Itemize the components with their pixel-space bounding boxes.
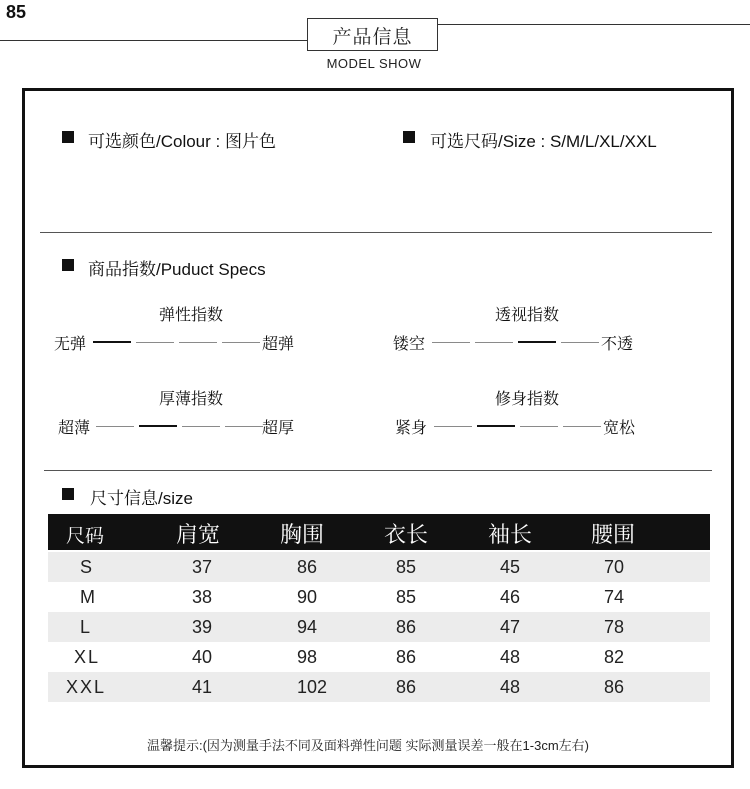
table-cell: 38 [192, 587, 213, 607]
table-cell: 40 [192, 647, 213, 667]
table-cell: 86 [297, 557, 318, 577]
table-cell: 82 [604, 647, 625, 667]
size-bullet-icon [403, 131, 415, 143]
table-cell: 90 [297, 587, 318, 607]
page-number: 85 [6, 2, 27, 22]
spec-max-label: 宽松 [603, 420, 636, 437]
colour-bullet-icon [62, 131, 74, 143]
spec-title: 修身指数 [494, 391, 559, 408]
spec-level-segment [179, 342, 217, 343]
table-cell: 86 [396, 617, 417, 637]
spec-title: 厚薄指数 [158, 391, 223, 408]
table-cell: 37 [192, 557, 213, 577]
table-header-cell: 尺码 [66, 526, 105, 547]
table-cell: 98 [297, 647, 318, 667]
spec-title: 弹性指数 [158, 307, 223, 324]
table-cell: 41 [192, 677, 213, 697]
table-cell: 86 [396, 647, 417, 667]
table-header-cell: 腰围 [591, 522, 636, 547]
table-cell: 94 [297, 617, 318, 637]
spec-max-label: 不透 [601, 336, 634, 353]
page-subtitle: MODEL SHOW [326, 56, 422, 71]
spec-level-segment [225, 426, 263, 427]
header-rule-right [438, 24, 750, 25]
table-cell: 102 [297, 677, 328, 697]
size-table-bullet-icon [62, 488, 74, 500]
spec-level-segment [182, 426, 220, 427]
table-header-cell: 胸围 [280, 522, 325, 547]
table-header-cell: 袖长 [488, 522, 533, 547]
spec-level-segment [434, 426, 472, 427]
table-cell: XXL [66, 677, 107, 697]
spec-level-segment [475, 342, 513, 343]
spec-level-active [139, 425, 177, 427]
size-section-title: 尺寸信息/size [90, 489, 193, 508]
measurement-note: 温馨提示:(因为测量手法不同及面料弹性问题 实际测量误差一般在1-3cm左右) [146, 738, 589, 753]
specs-section-title: 商品指数/Puduct Specs [88, 260, 266, 279]
section-divider [40, 232, 712, 233]
spec-level-active [518, 341, 556, 343]
spec-level-segment [561, 342, 599, 343]
table-cell: M [80, 587, 97, 607]
table-cell: 85 [396, 587, 417, 607]
spec-level-segment [520, 426, 558, 427]
colour-option: 可选颜色/Colour : 图片色 [88, 132, 276, 151]
table-cell: 45 [500, 557, 521, 577]
spec-level-segment [222, 342, 260, 343]
table-header-cell: 肩宽 [176, 522, 221, 547]
table-cell: 70 [604, 557, 625, 577]
table-cell: 85 [396, 557, 417, 577]
spec-min-label: 无弹 [54, 336, 87, 353]
table-cell: 86 [396, 677, 417, 697]
spec-level-active [477, 425, 515, 427]
table-cell: L [80, 617, 93, 637]
table-cell: XL [74, 647, 101, 667]
table-cell: 78 [604, 617, 625, 637]
spec-min-label: 镂空 [393, 336, 426, 353]
section-divider [44, 470, 712, 471]
table-header-cell: 衣长 [384, 522, 429, 547]
spec-max-label: 超弹 [262, 336, 295, 353]
table-cell: 48 [500, 647, 521, 667]
table-cell: 39 [192, 617, 213, 637]
spec-level-segment [136, 342, 174, 343]
spec-level-segment [563, 426, 601, 427]
table-cell: 48 [500, 677, 521, 697]
spec-min-label: 紧身 [395, 420, 428, 437]
specs-bullet-icon [62, 259, 74, 271]
table-cell: 86 [604, 677, 625, 697]
spec-level-active [93, 341, 131, 343]
size-option: 可选尺码/Size : S/M/L/XL/XXL [430, 132, 657, 151]
table-cell: 74 [604, 587, 625, 607]
page-title: 产品信息 [332, 26, 413, 48]
spec-level-segment [96, 426, 134, 427]
spec-max-label: 超厚 [262, 420, 295, 437]
header-rule-left [0, 40, 307, 41]
table-cell: S [80, 557, 95, 577]
spec-level-segment [432, 342, 470, 343]
table-cell: 47 [500, 617, 521, 637]
spec-title: 透视指数 [494, 307, 559, 324]
table-cell: 46 [500, 587, 521, 607]
spec-min-label: 超薄 [58, 420, 91, 437]
